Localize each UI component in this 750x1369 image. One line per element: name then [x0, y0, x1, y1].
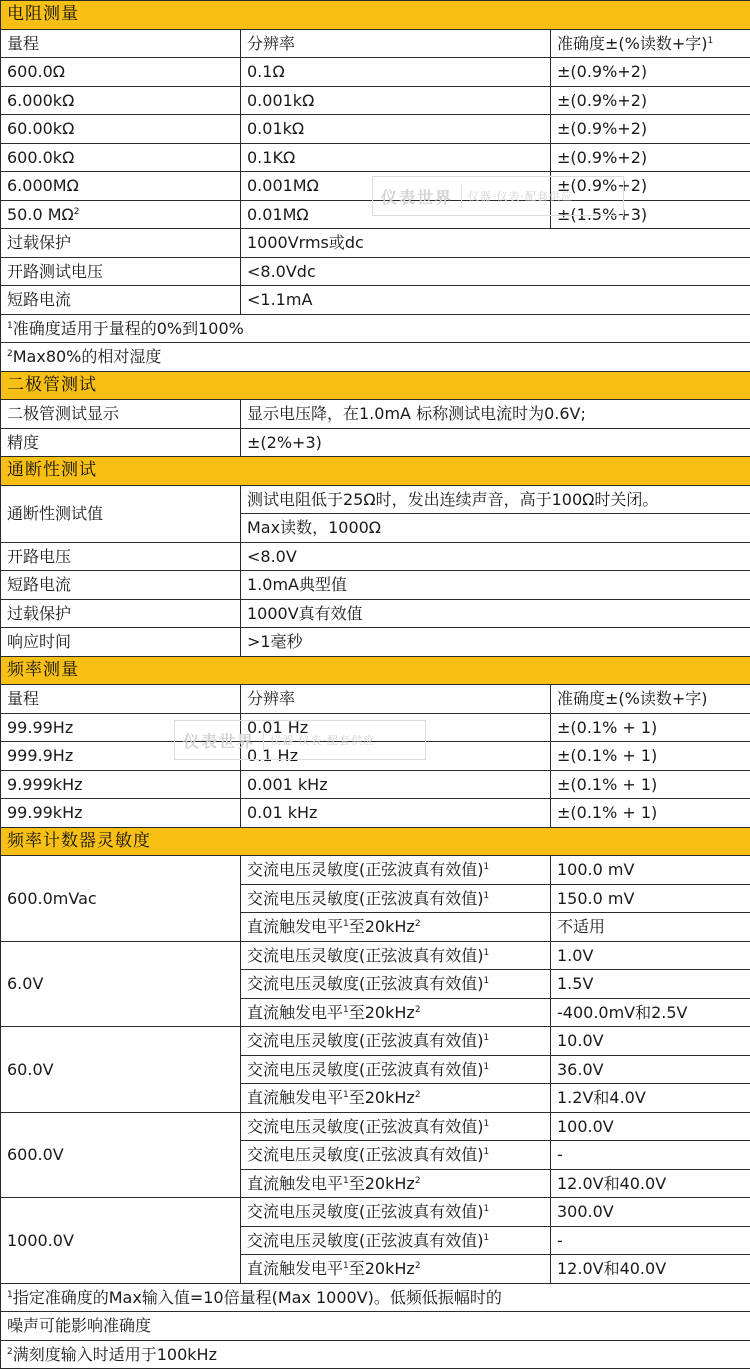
sensitivity-range-cell: 600.0V	[1, 1112, 241, 1198]
table-header-row	[1, 685, 750, 714]
sensitivity-range-cell: 1000.0V	[1, 1198, 241, 1284]
dc-trigger-label: 直流触发电平$^1$至20kHz$^2$	[241, 998, 551, 1027]
sensitivity-value-cell: 100.0 mV	[551, 856, 750, 885]
accuracy-cell: ±(0.1% + 1)	[551, 799, 750, 828]
dc-trigger-label: 直流触发电平$^1$至20kHz$^2$	[241, 913, 551, 942]
sensitivity-value-cell: 1.0V	[551, 941, 750, 970]
table-row	[1, 229, 750, 258]
ac-sensitivity-label: 交流电压灵敏度(正弦波真有效值)$^1$	[241, 1112, 551, 1141]
section-title-frequency: 频率测量	[1, 656, 750, 685]
header-range: 量程	[1, 685, 241, 714]
diode-accuracy-label: 精度	[1, 428, 241, 457]
table-row	[1, 599, 750, 628]
table-row	[1, 742, 750, 771]
sensitivity-value-cell: 100.0V	[551, 1112, 750, 1141]
range-cell: 50.0 $M\Omega^2$	[1, 200, 241, 229]
response-time-label: 响应时间	[1, 628, 241, 657]
section-title-continuity: 通断性测试	[1, 457, 750, 486]
range-cell: 600.0kΩ	[1, 143, 241, 172]
sensitivity-value-cell: 1.5V	[551, 970, 750, 999]
resolution-cell: 0.001MΩ	[241, 172, 551, 201]
diode-section	[1, 371, 750, 457]
dc-trigger-label: 直流触发电平$^1$至20kHz$^2$	[241, 1084, 551, 1113]
short-current-label: 短路电流	[1, 571, 241, 600]
short-current-label: 短路电流	[1, 286, 241, 315]
table-row	[1, 400, 750, 429]
range-cell: 9.999kHz	[1, 770, 241, 799]
range-cell: 6.000kΩ	[1, 86, 241, 115]
ac-sensitivity-label: 交流电压灵敏度(正弦波真有效值)$^1$	[241, 1226, 551, 1255]
footnote: $^1$准确度适用于量程的0%到100%	[1, 314, 750, 343]
accuracy-cell: ±(0.9%+2)	[551, 115, 750, 144]
sensitivity-value-cell: 不适用	[551, 913, 750, 942]
dc-trigger-label: 直流触发电平$^1$至20kHz$^2$	[241, 1255, 551, 1284]
footnote: $^2$Max80%的相对湿度	[1, 343, 750, 372]
table-row	[1, 428, 750, 457]
open-voltage-value: <8.0V	[241, 542, 750, 571]
continuity-value-label: 通断性测试值	[1, 485, 241, 542]
resolution-cell: 0.001 kHz	[241, 770, 551, 799]
section-title-diode: 二极管测试	[1, 371, 750, 400]
diode-accuracy-value: ±(2%+3)	[241, 428, 750, 457]
diode-display-value: 显示电压降，在1.0mA 标称测试电流时为0.6V;	[241, 400, 750, 429]
watermark-logo: 仪表世界 仪器·仪表·配套供应	[372, 176, 624, 216]
sensitivity-value-cell: -	[551, 1141, 750, 1170]
table-row	[1, 1112, 750, 1141]
accuracy-cell: ±(0.1% + 1)	[551, 770, 750, 799]
table-row	[1, 542, 750, 571]
range-cell: 60.00kΩ	[1, 115, 241, 144]
resolution-cell: 0.01 Hz	[241, 713, 551, 742]
section-title-resistance: 电阻测量	[1, 1, 750, 30]
table-row	[1, 628, 750, 657]
accuracy-cell: ±(0.9%+2)	[551, 86, 750, 115]
note-row	[1, 1283, 750, 1312]
header-range: 量程	[1, 29, 241, 58]
table-row	[1, 770, 750, 799]
sensitivity-notes	[1, 1283, 750, 1369]
response-time-value: >1毫秒	[241, 628, 750, 657]
sensitivity-section	[1, 827, 750, 1283]
watermark-logo: 仪表世界 仪器·仪表·配套供应	[174, 720, 426, 760]
ac-sensitivity-label: 交流电压灵敏度(正弦波真有效值)$^1$	[241, 1055, 551, 1084]
range-cell: 99.99kHz	[1, 799, 241, 828]
table-row	[1, 257, 750, 286]
open-voltage-label: 开路测试电压	[1, 257, 241, 286]
table-row	[1, 856, 750, 885]
ac-sensitivity-label: 交流电压灵敏度(正弦波真有效值)$^1$	[241, 1141, 551, 1170]
range-cell: 600.0Ω	[1, 58, 241, 87]
resolution-cell: 0.01kΩ	[241, 115, 551, 144]
resolution-cell: 0.001kΩ	[241, 86, 551, 115]
short-current-value: <1.1mA	[241, 286, 750, 315]
sensitivity-value-cell: -	[551, 1226, 750, 1255]
header-resolution: 分辨率	[241, 685, 551, 714]
overload-value: 1000Vrms或dc	[241, 229, 750, 258]
table-row	[1, 58, 750, 87]
open-voltage-label: 开路电压	[1, 542, 241, 571]
ac-sensitivity-label: 交流电压灵敏度(正弦波真有效值)$^1$	[241, 970, 551, 999]
sensitivity-value-cell: 36.0V	[551, 1055, 750, 1084]
resolution-cell: 0.1 Hz	[241, 742, 551, 771]
note-row	[1, 314, 750, 343]
continuity-value-line: 测试电阻低于25Ω时，发出连续声音，高于100Ω时关闭。	[241, 485, 750, 514]
footnote-continued: 噪声可能影响准确度	[1, 1312, 750, 1341]
accuracy-cell: ±(0.9%+2)	[551, 143, 750, 172]
sensitivity-value-cell: 150.0 mV	[551, 884, 750, 913]
note-row	[1, 1312, 750, 1341]
ac-sensitivity-label: 交流电压灵敏度(正弦波真有效值)$^1$	[241, 884, 551, 913]
sensitivity-value-cell: 12.0V和40.0V	[551, 1255, 750, 1284]
accuracy-cell: ±(0.9%+2)	[551, 172, 750, 201]
table-row	[1, 200, 750, 229]
table-row	[1, 143, 750, 172]
overload-label: 过载保护	[1, 599, 241, 628]
resistance-section	[1, 1, 750, 372]
diode-display-label: 二极管测试显示	[1, 400, 241, 429]
sensitivity-range-cell: 6.0V	[1, 941, 241, 1027]
ac-sensitivity-label: 交流电压灵敏度(正弦波真有效值)$^1$	[241, 856, 551, 885]
range-cell: 6.000MΩ	[1, 172, 241, 201]
sensitivity-value-cell: 300.0V	[551, 1198, 750, 1227]
sensitivity-value-cell: 1.2V和4.0V	[551, 1084, 750, 1113]
table-header-row	[1, 29, 750, 58]
table-row	[1, 1027, 750, 1056]
accuracy-cell: ±(0.1% + 1)	[551, 713, 750, 742]
table-row	[1, 571, 750, 600]
footnote: $^2$满刻度输入时适用于100kHz	[1, 1340, 750, 1369]
table-row	[1, 86, 750, 115]
resolution-cell: 0.1Ω	[241, 58, 551, 87]
table-row	[1, 941, 750, 970]
section-title-sensitivity: 频率计数器灵敏度	[1, 827, 750, 856]
table-row	[1, 286, 750, 315]
range-cell: 999.9Hz	[1, 742, 241, 771]
accuracy-cell: ±(1.5%+3)	[551, 200, 750, 229]
note-row	[1, 1340, 750, 1369]
accuracy-cell: ±(0.1% + 1)	[551, 742, 750, 771]
sensitivity-range-cell: 60.0V	[1, 1027, 241, 1113]
continuity-section	[1, 457, 750, 657]
accuracy-cell: ±(0.9%+2)	[551, 58, 750, 87]
table-row	[1, 799, 750, 828]
table-row	[1, 485, 750, 514]
short-current-value: 1.0mA典型值	[241, 571, 750, 600]
open-voltage-value: <8.0Vdc	[241, 257, 750, 286]
continuity-value-line: Max读数，1000Ω	[241, 514, 750, 543]
sensitivity-value-cell: 12.0V和40.0V	[551, 1169, 750, 1198]
ac-sensitivity-label: 交流电压灵敏度(正弦波真有效值)$^1$	[241, 941, 551, 970]
header-accuracy: 准确度±(%读数+字)$^1$	[551, 29, 750, 58]
sensitivity-range-cell: 600.0mVac	[1, 856, 241, 942]
range-cell: 99.99Hz	[1, 713, 241, 742]
table-row	[1, 1198, 750, 1227]
resolution-cell: 0.01 kHz	[241, 799, 551, 828]
overload-label: 过载保护	[1, 229, 241, 258]
overload-value: 1000V真有效值	[241, 599, 750, 628]
dc-trigger-label: 直流触发电平$^1$至20kHz$^2$	[241, 1169, 551, 1198]
table-row	[1, 115, 750, 144]
header-resolution: 分辨率	[241, 29, 551, 58]
frequency-section	[1, 656, 750, 827]
table-row	[1, 172, 750, 201]
header-accuracy: 准确度±(%读数+字)	[551, 685, 750, 714]
ac-sensitivity-label: 交流电压灵敏度(正弦波真有效值)$^1$	[241, 1027, 551, 1056]
footnote: $^1$指定准确度的Max输入值=10倍量程(Max 1000V)。低频低振幅时的	[1, 1283, 750, 1312]
resolution-cell: 0.01MΩ	[241, 200, 551, 229]
table-row	[1, 713, 750, 742]
sensitivity-value-cell: 10.0V	[551, 1027, 750, 1056]
ac-sensitivity-label: 交流电压灵敏度(正弦波真有效值)$^1$	[241, 1198, 551, 1227]
sensitivity-value-cell: -400.0mV和2.5V	[551, 998, 750, 1027]
resolution-cell: 0.1KΩ	[241, 143, 551, 172]
note-row	[1, 343, 750, 372]
